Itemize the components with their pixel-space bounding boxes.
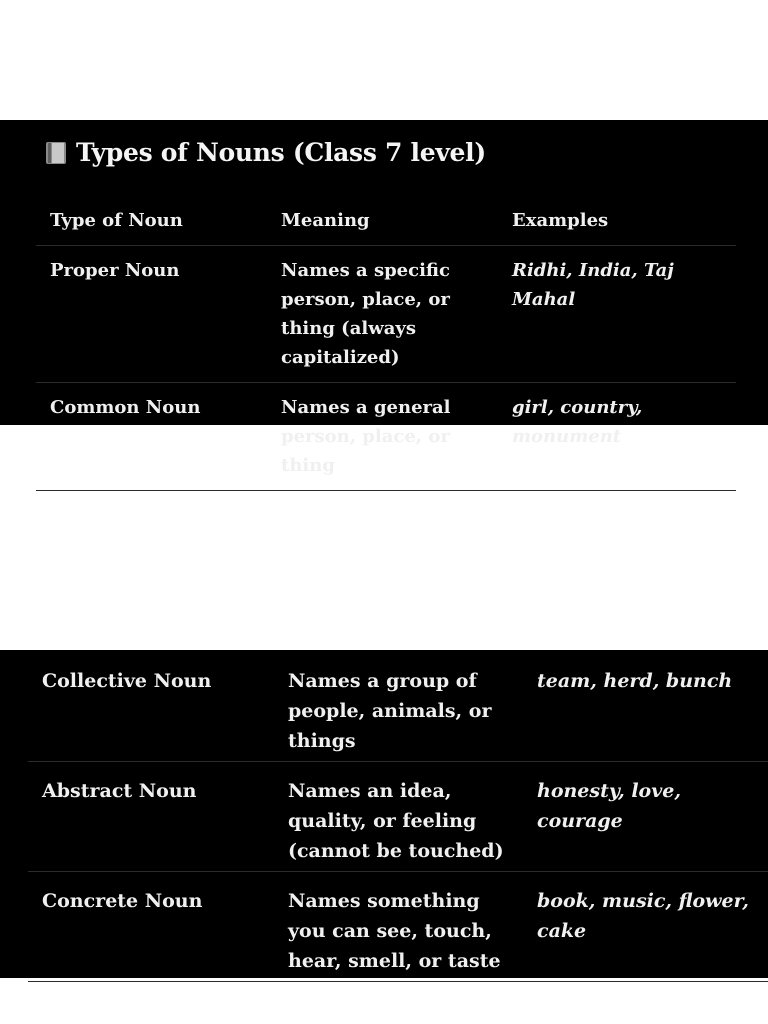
noun-type-cell: Common Noun [36, 383, 267, 491]
noun-examples-cell: Ridhi, India, Taj Mahal [498, 246, 736, 383]
noun-type-cell: Concrete Noun [28, 872, 274, 982]
noun-meaning-cell: Names something you can see, touch, hear, smell, or taste [274, 872, 523, 982]
noun-meaning-cell: Names a general person, place, or thing [267, 383, 498, 491]
table-row [28, 872, 768, 982]
table-row [28, 762, 768, 872]
noun-type-cell: Collective Noun [28, 652, 274, 762]
noun-type-cell: Proper Noun [36, 246, 267, 383]
table-row [36, 383, 736, 491]
column-header-meaning: Meaning [267, 195, 498, 246]
noun-meaning-cell: Names an idea, quality, or feeling (cannot be touched) [274, 762, 523, 872]
noun-examples-cell: book, music, flower, cake [523, 872, 768, 982]
noun-examples-cell: girl, country, monument [498, 383, 736, 491]
page-title: Types of Nouns (Class 7 level) [76, 138, 486, 167]
noun-meaning-cell: Names a specific person, place, or thing (always capitalized) [267, 246, 498, 383]
noun-meaning-cell: Names a group of people, animals, or things [274, 652, 523, 762]
column-header-type: Type of Noun [36, 195, 267, 246]
column-header-examples: Examples [498, 195, 736, 246]
table-row [36, 246, 736, 383]
noun-examples-cell: honesty, love, courage [523, 762, 768, 872]
noun-examples-cell: team, herd, bunch [523, 652, 768, 762]
nouns-table-bottom-panel [0, 650, 768, 978]
noun-type-cell: Abstract Noun [28, 762, 274, 872]
book-icon [46, 142, 66, 164]
nouns-table [36, 195, 736, 491]
table-header-row [36, 195, 736, 246]
title-row [46, 138, 486, 167]
table-row [28, 652, 768, 762]
nouns-table-top-panel [0, 120, 768, 476]
nouns-table-continued [28, 652, 768, 982]
